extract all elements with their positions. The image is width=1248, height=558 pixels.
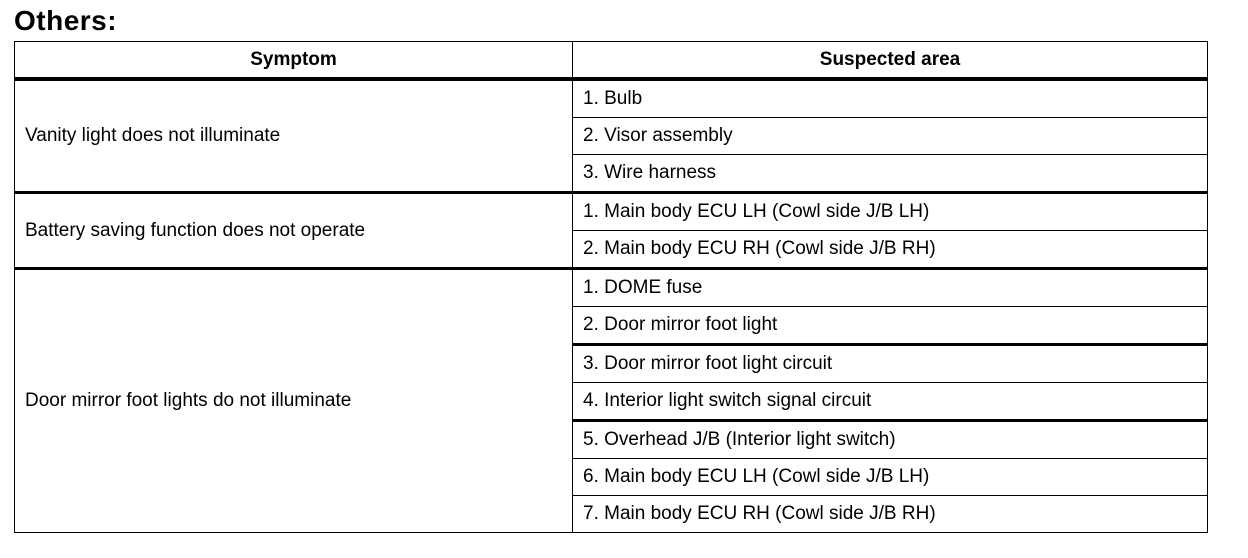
header-suspected-area: Suspected area — [573, 42, 1208, 80]
table-header-row — [15, 42, 1208, 80]
table-row — [15, 79, 1208, 118]
suspected-area-cell: 1. Bulb — [573, 79, 1208, 118]
symptom-cell: Battery saving function does not operate — [15, 193, 573, 269]
header-symptom: Symptom — [15, 42, 573, 80]
suspected-area-cell: 2. Visor assembly — [573, 118, 1208, 155]
suspected-area-cell: 5. Overhead J/B (Interior light switch) — [573, 421, 1208, 459]
suspected-area-cell: 2. Door mirror foot light — [573, 307, 1208, 345]
suspected-area-cell: 7. Main body ECU RH (Cowl side J/B RH) — [573, 496, 1208, 533]
table-row — [15, 269, 1208, 307]
section-heading: Others: — [14, 5, 118, 36]
suspected-area-cell: 1. DOME fuse — [573, 269, 1208, 307]
table-row — [15, 193, 1208, 231]
suspected-area-cell: 6. Main body ECU LH (Cowl side J/B LH) — [573, 459, 1208, 496]
suspected-area-cell: 3. Wire harness — [573, 155, 1208, 193]
symptom-cell: Vanity light does not illuminate — [15, 79, 573, 193]
suspected-area-cell: 1. Main body ECU LH (Cowl side J/B LH) — [573, 193, 1208, 231]
symptom-cell: Door mirror foot lights do not illuminate — [15, 269, 573, 533]
suspected-area-cell: 3. Door mirror foot light circuit — [573, 345, 1208, 383]
symptom-table — [14, 41, 1208, 533]
suspected-area-cell: 2. Main body ECU RH (Cowl side J/B RH) — [573, 231, 1208, 269]
suspected-area-cell: 4. Interior light switch signal circuit — [573, 383, 1208, 421]
